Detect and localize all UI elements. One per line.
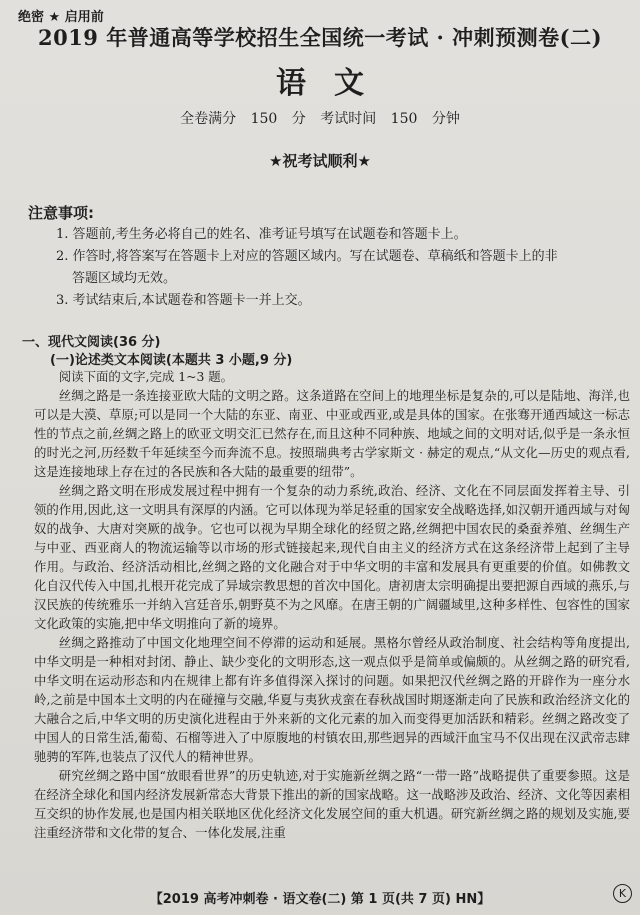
passage-paragraph: 丝绸之路推动了中国文化地理空间不停滞的运动和延展。黑格尔曾经从政治制度、社会结构等角度提出,中华文明是一种相对封闭、静止、缺少变化的文明形态,这一观点似乎是简单或偏颇的。从丝绸之路的研究看,中华文明在运动形态和内在规律上都有许多值得深入探讨的问题。如果把汉代丝绸之路的开辟作为一座分水岭,之前是中国本土文明的内在碰撞与交融,华夏与夷狄戎蛮在春秋战国时期逐渐走向了民族和政治经济文化的大融合之后,中华文明的历史演化进程由于外来新的文化元素的加入而变得更加活跃和精彩。丝绸之路改变了中国人的日常生活,葡萄、石榴等进入了中原腹地的村镇农田,那些迥异的西域汗血宝马不仅出现在汉武帝志肆驰骋的军阵,也装点了汉代人的精神世界。: [34, 635, 630, 764]
exam-title: 2019 年普通高等学校招生全国统一考试 · 冲刺预测卷(二): [37, 25, 603, 50]
notice-item: 2. 作答时,将答案写在答题卡上对应的答题区域内。写在试题卷、草稿纸和答题卡上的非: [56, 249, 558, 264]
notice-item: 答题区域均无效。: [72, 271, 177, 286]
wish-line: ★祝考试顺利★: [269, 152, 371, 170]
section-title: 一、现代文阅读(36 分): [22, 335, 161, 350]
subject-title: 语文: [276, 66, 392, 101]
notice-item: 1. 答题前,考生务必将自己的姓名、准考证号填写在试题卷和答题卡上。: [56, 227, 467, 242]
passage-instruction: 阅读下面的文字,完成 1~3 题。: [58, 369, 234, 384]
corner-k-mark: K: [613, 884, 632, 903]
passage-paragraph: 丝绸之路是一条连接亚欧大陆的文明之路。这条道路在空间上的地理坐标是复杂的,可以是陆地、海洋,也可以是大漠、草原;可以是同一个大陆的东亚、南亚、中亚或西亚,或是具体的国家。在张骞开通西域这一标志性的节点之前,丝绸之路上的欧亚文明交汇已然存在,而且这种不同种族、地域之间的文明对话,似乎是一条永恒的时光之河,历经数千年延续至今而奔流不息。按照瑞典考古学家斯文 · 赫定的观点,“从文化—历史的观点看,这是连接地球上存在过的各民族和各大陆的最重要的纽带”。: [34, 388, 630, 479]
page-footer: 【2019 高考冲刺卷 · 语文卷(二) 第 1 页(共 7 页) HN】: [149, 892, 491, 907]
notice-title: 注意事项:: [28, 204, 94, 222]
secret-label: 绝密 ★ 启用前: [18, 10, 104, 25]
passage-paragraph: 丝绸之路文明在形成发展过程中拥有一个复杂的动力系统,政治、经济、文化在不同层面发挥着主导、引领的作用,因此,这一文明具有深厚的内涵。它可以体现为举足轻重的国家安全战略选择,如汉朝开通西域与对匈奴的战争、大唐对突厥的战争。它也可以视为早期全球化的经贸之路,丝绸把中国农民的桑蚕养殖、丝绸生产与中亚、西亚商人的物流运输等以市场的形式链接起来,现代自由主义的经济方式在这条经济带上起到了主导作用。与政治、经济活动相比,丝绸之路的文化融合对于中华文明的丰富和发展具有更重要的价值。如佛教文化自汉代传入中国,扎根开花完成了异域宗教思想的首次中国化。唐初唐太宗明确提出要把源自西域的燕乐,与汉民族的传统雅乐一并纳入宫廷音乐,朝野莫不为之风靡。在唐王朝的广阔疆域里,这种多样性、包容性的国家文化政策的实施,把中华文明推向了新的境界。: [34, 483, 630, 631]
notice-list: [56, 224, 622, 312]
score-line: 全卷满分 150 分 考试时间 150 分钟: [180, 111, 460, 127]
notice-item: 3. 考试结束后,本试题卷和答题卡一并上交。: [56, 293, 311, 308]
section-subtitle: (一)论述类文本阅读(本题共 3 小题,9 分): [50, 353, 293, 368]
reading-passage: [34, 367, 630, 842]
passage-paragraph: 研究丝绸之路中国“放眼看世界”的历史轨迹,对于实施新丝绸之路“一带一路”战略提供了重要参照。这是在经济全球化和国内经济发展新常态大背景下推出的新的国家战略。这一战略涉及政治、经济、文化等因素相互交织的协作发展,也是国内相关联地区优化经济文化发展空间的重大机遇。研究新丝绸之路的规划及实施,要注重经济带和文化带的复合、一体化发展,注重: [34, 768, 630, 840]
